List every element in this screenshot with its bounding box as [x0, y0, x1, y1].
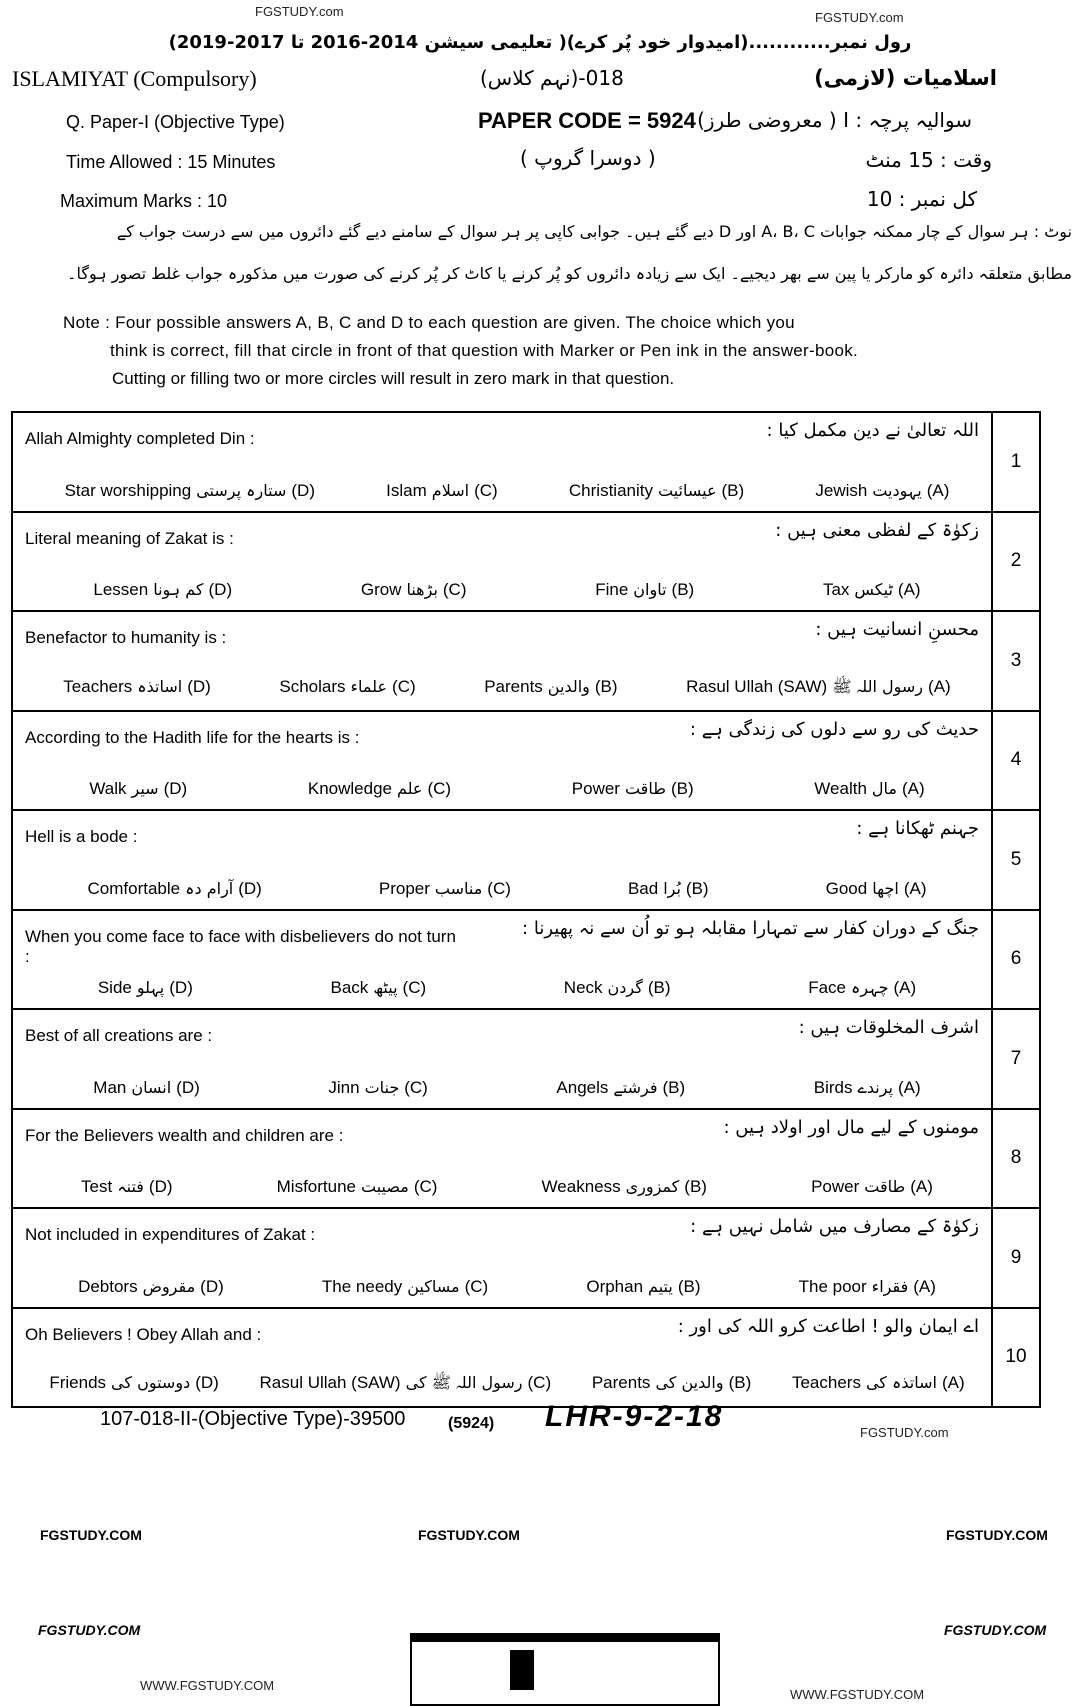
question-ur: زکوٰۃ کے مصارف میں شامل نہیں ہے : — [690, 1216, 979, 1237]
option-en: Weakness — [541, 1177, 621, 1196]
question-number: 8 — [1010, 1147, 1022, 1169]
option — [569, 481, 744, 501]
option-letter: (A) — [893, 978, 917, 997]
option-en: Knowledge — [307, 779, 392, 798]
option-en: Wealth — [814, 779, 867, 798]
note-en-line-3: Cutting or filling two or more circles will result in zero mark in that question. — [112, 369, 675, 388]
option — [331, 978, 427, 998]
options-row — [13, 1277, 991, 1297]
option-en: Jewish — [815, 480, 868, 500]
watermark: FGSTUDY.COM — [418, 1527, 520, 1543]
options-row — [13, 1177, 991, 1197]
question-en: Oh Believers ! Obey Allah and : — [25, 1324, 262, 1344]
time-allowed-ur: وقت : 15 منٹ — [865, 148, 992, 172]
option-en: Birds — [813, 1077, 853, 1097]
note-en-line-1: Note : Four possible answers A, B, C and D to each question are given. The choice which you — [63, 313, 795, 332]
options-row — [13, 879, 991, 899]
option-ur: طاقت — [864, 1177, 906, 1196]
option-letter: (A) — [910, 1177, 933, 1196]
option-en: Debtors — [78, 1276, 138, 1296]
maximum-marks-ur: کل نمبر : 10 — [866, 187, 977, 211]
option-ur: پرندے — [857, 1077, 894, 1097]
class-code: 018-(نہم کلاس) — [480, 66, 624, 90]
option-en: Misfortune — [276, 1177, 357, 1196]
option-ur: مقروض — [142, 1276, 196, 1296]
option-en: Jinn — [328, 1077, 360, 1097]
option-en: Friends — [49, 1373, 107, 1392]
option-en: Orphan — [586, 1276, 644, 1296]
options-row — [13, 978, 991, 998]
option — [811, 1177, 933, 1197]
watermark: FGSTUDY.COM — [944, 1622, 1047, 1638]
question-body — [13, 513, 993, 611]
option-letter: (D) — [195, 1373, 219, 1392]
option — [328, 1078, 427, 1098]
option-letter: (C) — [487, 878, 511, 898]
option-letter: (D) — [200, 1276, 224, 1296]
option-ur: ستارہ پرستی — [196, 480, 287, 500]
option-en: Walk — [89, 779, 127, 798]
question-row — [13, 712, 1039, 812]
watermark: FGSTUDY.com — [815, 10, 904, 25]
option — [49, 1373, 218, 1396]
option — [277, 1177, 438, 1197]
question-number: 6 — [1010, 948, 1022, 970]
option-en: Parents — [484, 676, 543, 696]
option-letter: (B) — [662, 1077, 686, 1097]
option-letter: (C) — [427, 779, 452, 798]
paper-code: PAPER CODE = 5924 — [478, 108, 696, 133]
option-en: Neck — [563, 978, 603, 997]
question-number: 5 — [1010, 848, 1022, 870]
option-ur: اسلام — [431, 480, 470, 500]
option-ur: انسان — [131, 1077, 172, 1097]
paper-type-ur: سوالیہ پرچہ : I ( معروضی طرز) — [697, 108, 972, 132]
option-letter: (D) — [176, 1077, 200, 1097]
question-number: 9 — [1010, 1246, 1022, 1268]
options-row — [13, 481, 991, 501]
option — [65, 481, 315, 501]
question-body — [13, 1209, 993, 1307]
option-ur: رسول اللہ ﷺ — [832, 676, 924, 696]
option-letter: (C) — [464, 1276, 489, 1296]
option-en: Back — [330, 978, 369, 997]
option-ur: طاقت — [624, 779, 666, 798]
question-body — [13, 413, 993, 511]
question-ur: حدیث کی رو سے دلوں کی زندگی ہے : — [689, 718, 979, 740]
option-letter: (A) — [941, 1373, 965, 1392]
watermark: FGSTUDY.COM — [40, 1527, 142, 1543]
option-ur: سیر — [131, 779, 159, 798]
option-en: Test — [81, 1177, 113, 1196]
option — [686, 677, 951, 700]
option-en: The poor — [798, 1276, 867, 1296]
question-en: For the Believers wealth and children are : — [25, 1125, 344, 1145]
option-ur: فقراء — [871, 1276, 909, 1296]
question-number: 2 — [1010, 550, 1022, 572]
option-letter: (C) — [404, 1077, 428, 1097]
footer-paper-code: (5924) — [448, 1415, 495, 1432]
option — [386, 481, 498, 501]
question-ur: جنگ کے دوران کفار سے تمہارا مقابلہ ہو تو اُن سے نہ پھیرنا : — [522, 917, 979, 939]
option — [823, 580, 921, 600]
option-ur: مصیبت — [361, 1177, 409, 1196]
subject-title-en: ISLAMIYAT (Compulsory) — [12, 66, 257, 91]
option — [81, 1177, 172, 1197]
option-letter: (B) — [677, 1276, 701, 1296]
option — [815, 481, 949, 501]
option — [279, 677, 415, 700]
option — [63, 677, 211, 700]
option-ur: اچھا — [872, 878, 899, 898]
option-en: Proper — [378, 878, 430, 898]
option-en: The needy — [321, 1276, 403, 1296]
watermark: FGSTUDY.COM — [946, 1527, 1048, 1543]
option-letter: (C) — [527, 1373, 552, 1392]
roll-number-line: رول نمبر............(امیدوار خود پُر کرے)( تعلیمی سیشن 2014-2016 تا 2017-2019) — [168, 32, 912, 53]
option — [98, 978, 193, 998]
option-en: Scholars — [279, 676, 346, 696]
option-letter: (D) — [208, 580, 233, 599]
option-letter: (A) — [903, 878, 927, 898]
option — [826, 879, 927, 899]
option-en: Christianity — [568, 480, 653, 500]
option-ur: جنات — [364, 1077, 400, 1097]
question-row — [13, 1010, 1039, 1110]
option-letter: (D) — [187, 676, 211, 696]
question-row — [13, 1309, 1039, 1409]
option-letter: (B) — [670, 779, 694, 798]
option — [322, 1277, 488, 1297]
option-letter: (C) — [402, 978, 427, 997]
paper-type-en: Q. Paper-I (Objective Type) — [66, 112, 285, 132]
option-ur: مساکین — [407, 1276, 460, 1296]
option — [93, 580, 232, 600]
option-ur: پیٹھ — [373, 978, 398, 997]
option — [799, 1277, 936, 1297]
question-number: 1 — [1010, 450, 1022, 472]
option-ur: بُرا — [663, 878, 681, 898]
question-body — [13, 712, 993, 810]
note-ur-line-2: مطابق متعلقہ دائرہ کو مارکر یا پین سے بھر دیجیے۔ ایک سے زیادہ دائروں کو پُر کرنے یا کاٹ کر پُر کرنے کی صورت میں مذکورہ جواب غلط تصور ہوگا۔ — [67, 264, 1072, 283]
option-ur: مال — [871, 779, 897, 798]
option-en: Rasul Ullah (SAW) — [686, 676, 828, 696]
questions-table — [11, 411, 1041, 1408]
watermark: WWW.FGSTUDY.COM — [140, 1678, 275, 1693]
option-ur: دوستوں کی — [111, 1373, 191, 1392]
question-en: Allah Almighty completed Din : — [25, 429, 255, 448]
option-en: Islam — [386, 480, 427, 500]
option-en: Lessen — [93, 580, 149, 599]
option — [542, 1177, 707, 1197]
question-en: Hell is a bode : — [25, 827, 138, 846]
note-en-line-2: think is correct, fill that circle in front of that question with Marker or Pen ink in the answer-book. — [110, 341, 859, 360]
option-letter: (C) — [413, 1177, 438, 1196]
option-letter: (D) — [148, 1177, 173, 1196]
option — [586, 1277, 700, 1297]
question-en: Best of all creations are : — [25, 1026, 213, 1045]
option — [628, 879, 709, 899]
option-en: Angels — [556, 1077, 609, 1097]
options-row — [13, 580, 991, 600]
option-ur: عیسائیت — [658, 480, 717, 500]
time-allowed-en: Time Allowed : 15 Minutes — [66, 152, 276, 172]
options-row — [13, 779, 991, 799]
option-en: Bad — [627, 878, 659, 898]
option-letter: (B) — [671, 580, 695, 599]
question-number: 7 — [1010, 1047, 1022, 1069]
option-ur: فتنہ — [117, 1177, 144, 1196]
question-row — [13, 513, 1039, 613]
option-en: Comfortable — [87, 878, 181, 898]
question-body — [13, 811, 993, 909]
option-letter: (B) — [685, 878, 709, 898]
watermark: WWW.FGSTUDY.COM — [790, 1687, 925, 1702]
subject-title-ur: اسلامیات (لازمی) — [814, 66, 997, 90]
option-ur: ٹیکس — [854, 580, 893, 599]
option — [595, 580, 694, 600]
handwritten-date: LHR-9-2-18 — [545, 1400, 724, 1433]
option-en: Power — [571, 779, 620, 798]
option-ur: اساتذہ کی — [865, 1373, 937, 1392]
option-letter: (A) — [897, 580, 921, 599]
option-ur: فرشتے — [613, 1077, 658, 1097]
option-en: Tax — [822, 580, 850, 599]
option-ur: اساتذہ — [137, 676, 183, 696]
group-label: ( دوسرا گروپ ) — [520, 146, 656, 170]
option — [814, 779, 924, 799]
option — [88, 879, 262, 899]
options-row — [13, 677, 991, 700]
option-ur: یہودیت — [872, 480, 922, 500]
option-ur: کمزوری — [625, 1177, 680, 1196]
option-letter: (D) — [163, 779, 188, 798]
option-letter: (A) — [913, 1276, 936, 1296]
footer-code-line: 107-018-II-(Objective Type)-39500 — [100, 1408, 406, 1430]
question-en: Literal meaning of Zakat is : — [25, 528, 234, 548]
question-body — [13, 1110, 993, 1208]
question-row — [13, 413, 1039, 513]
question-row — [13, 911, 1039, 1011]
option-ur: آرام دہ — [185, 878, 234, 898]
question-ur: زکوٰۃ کے لفظی معنی ہیں : — [775, 519, 979, 541]
question-ur: جہنم ٹھکانا ہے : — [856, 818, 979, 839]
option-letter: (B) — [647, 978, 671, 997]
watermark: FGSTUDY.com — [255, 4, 344, 19]
option — [379, 879, 511, 899]
question-number: 3 — [1010, 649, 1022, 671]
option — [89, 779, 187, 799]
question-row — [13, 811, 1039, 911]
option-letter: (C) — [392, 676, 416, 696]
option-en: Rasul Ullah (SAW) — [259, 1373, 401, 1392]
question-number: 10 — [1005, 1346, 1027, 1368]
option-letter: (A) — [901, 779, 925, 798]
option-en: Star worshipping — [64, 480, 192, 500]
option — [572, 779, 694, 799]
options-row — [13, 1373, 991, 1396]
option-ur: علم — [396, 779, 423, 798]
options-row — [13, 1078, 991, 1098]
option — [308, 779, 451, 799]
option-en: Man — [93, 1077, 127, 1097]
option-ur: مناسب — [434, 878, 483, 898]
option-ur: والدین کی — [655, 1373, 724, 1392]
option-letter: (B) — [728, 1373, 752, 1392]
question-en: Benefactor to humanity is : — [25, 628, 227, 647]
option — [564, 978, 671, 998]
option-letter: (A) — [898, 1077, 921, 1097]
option-ur: والدین — [547, 676, 590, 696]
option-ur: یتیم — [648, 1276, 673, 1296]
option-ur: پہلو — [136, 978, 165, 997]
question-body — [13, 1309, 993, 1407]
question-row — [13, 612, 1039, 712]
option — [260, 1373, 552, 1396]
option-letter: (D) — [291, 480, 315, 500]
option-ur: تاوان — [633, 580, 667, 599]
option-en: Face — [808, 978, 846, 997]
question-en: When you come face to face with disbelievers do not turn : — [25, 926, 456, 966]
question-en: According to the Hadith life for the hearts is : — [25, 727, 360, 747]
option-en: Power — [811, 1177, 860, 1196]
option-en: Teachers — [63, 676, 133, 696]
question-ur: اشرف المخلوقات ہیں : — [798, 1017, 979, 1038]
image-placeholder — [410, 1633, 720, 1706]
option-letter: (B) — [594, 676, 618, 696]
question-ur: اللہ تعالیٰ نے دین مکمل کیا : — [766, 420, 979, 441]
maximum-marks-en: Maximum Marks : 10 — [60, 191, 228, 211]
option-letter: (A) — [926, 480, 950, 500]
option-en: Side — [97, 978, 132, 997]
option-letter: (C) — [442, 580, 467, 599]
option-ur: علماء — [350, 676, 388, 696]
option — [792, 1373, 965, 1396]
option-letter: (D) — [169, 978, 193, 997]
option — [484, 677, 617, 700]
option-letter: (D) — [238, 878, 262, 898]
option — [93, 1078, 199, 1098]
question-body — [13, 911, 993, 1009]
question-number: 4 — [1010, 749, 1022, 771]
option-letter: (C) — [474, 480, 498, 500]
question-body — [13, 1010, 993, 1108]
option-ur: گردن — [607, 978, 643, 997]
question-ur: اے ایمان والو ! اطاعت کرو اللہ کی اور : — [677, 1315, 979, 1337]
question-ur: مومنوں کے لیے مال اور اولاد ہیں : — [723, 1116, 979, 1138]
option-letter: (B) — [721, 480, 745, 500]
option-ur: رسول اللہ ﷺ کی — [405, 1373, 523, 1392]
option-ur: کم ہونا — [153, 580, 204, 599]
note-ur-line-1: نوٹ : ہر سوال کے چار ممکنہ جوابات A، B، C اور D دیے گئے ہیں۔ جوابی کاپی پر ہر سوال کے سامنے دیے گئے دائروں میں سے درست جواب کے — [116, 222, 1072, 241]
option-en: Parents — [591, 1373, 651, 1392]
question-ur: محسنِ انسانیت ہیں : — [815, 619, 979, 640]
option — [808, 978, 916, 998]
option-ur: چہرہ — [850, 978, 889, 997]
question-row — [13, 1209, 1039, 1309]
option — [592, 1373, 751, 1396]
watermark: FGSTUDY.com — [860, 1425, 949, 1440]
option-letter: (B) — [684, 1177, 707, 1196]
option — [814, 1078, 921, 1098]
question-en: Not included in expenditures of Zakat : — [25, 1225, 316, 1244]
option — [556, 1078, 685, 1098]
option — [361, 580, 467, 600]
option-en: Grow — [360, 580, 402, 599]
option-letter: (A) — [928, 676, 951, 696]
option-en: Good — [825, 878, 868, 898]
question-row — [13, 1110, 1039, 1210]
option-en: Teachers — [791, 1373, 861, 1392]
question-body — [13, 612, 993, 710]
watermark: FGSTUDY.COM — [38, 1622, 141, 1638]
play-icon — [510, 1650, 534, 1690]
option — [78, 1277, 224, 1297]
option-en: Fine — [595, 580, 629, 599]
option-ur: بڑھنا — [406, 580, 438, 599]
